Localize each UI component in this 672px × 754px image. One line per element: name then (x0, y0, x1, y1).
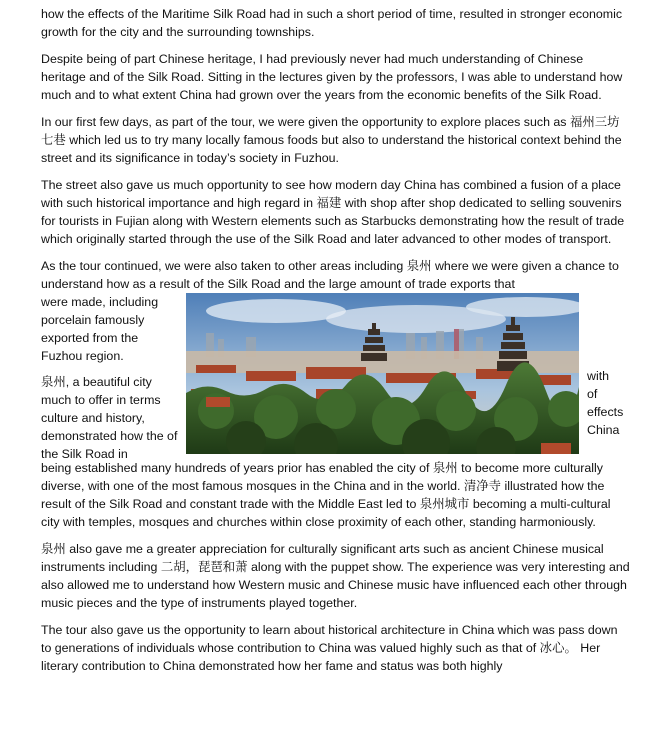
paragraph-chinese-heritage: Despite being of part Chinese heritage, I had previously never had much understanding of Chinese heritage and of the Silk Road. Sitting in the lectures given by the professors, I was able to understand how much and to what extent China had grown over the years from the economic benefits of the Silk Road. (41, 52, 623, 102)
paragraph-first-days: In our first few days, as part of the tour, we were given the opportunity to explore places such as 福州三坊七巷 which led us to try many locally famous foods but also to understand the historical context behind the street and its significance in today’s society in Fuzhou. (41, 115, 622, 165)
paragraph-street-fusion: The street also gave us much opportunity to see how modern day China has combined a fusion of a place with such historical importance and high regard in 福建 with shop after shop dedicated to selling souvenirs for tourists in Fujian along with Western elements such as Starbucks demonstrating how the result of trade which originally started through the use of the Silk Road and later advanced to other modes of transport. (41, 178, 625, 246)
wrapped-right-word: effects (587, 405, 624, 419)
wrapped-image-section (41, 293, 631, 459)
paragraph-quanzhou-intro: As the tour continued, we were also taken to other areas including 泉州 where we were given a chance to understand how as a result of the Silk Road and the large amount of trade exports that (41, 259, 619, 291)
quanzhou-photo-illustration (186, 293, 579, 454)
paragraph-architecture: The tour also gave us the opportunity to learn about historical architecture in China which was pass down to generations of individuals whose contribution to China was valued highly such as that of 冰心。 Her literary contribution to China demonstrated how her fame and status was both highly (41, 623, 618, 673)
paragraph-musical-instruments: 泉州 also gave me a greater appreciation for culturally significant arts such as ancient Chinese musical instruments including 二胡，琵琶和萧 along with the puppet show. The experience was very interesting and also allowed me to understand how Western music and Chinese music have influenced each other through music pieces and the type of instruments played together. (41, 542, 630, 610)
wrapped-right-word: China (587, 423, 620, 437)
wrapped-text-porcelain: were made, including porcelain famously exported from the Fuzhou region. (41, 295, 159, 363)
wrapped-text-right (587, 367, 631, 439)
paragraph-quanzhou-diversity: being established many hundreds of years prior has enabled the city of 泉州 to become more culturally diverse, with one of the most famous mosques in the China and in the world. 清净寺 illustrated how the result of the Silk Road and constant trade with the Middle East led to 泉州城市 becoming a multi-cultural city with temples, mosques and churches within close proximity of each other, standing harmoniously. (41, 461, 611, 529)
wrapped-right-word: of (587, 387, 598, 401)
wrapped-text-quanzhou: 泉州, a beautiful city much to offer in terms culture and history, demonstrated how the of the Silk Road in (41, 375, 178, 461)
quanzhou-city-photo (186, 293, 579, 454)
wrapped-right-word: with (587, 369, 610, 383)
paragraph-maritime-silk-road: how the effects of the Maritime Silk Road had in such a short period of time, resulted in stronger economic growth for the city and the surrounding townships. (41, 7, 623, 39)
document-page (41, 5, 631, 684)
wrapped-text-right-words (587, 367, 631, 439)
wrapped-text-left (41, 293, 181, 463)
